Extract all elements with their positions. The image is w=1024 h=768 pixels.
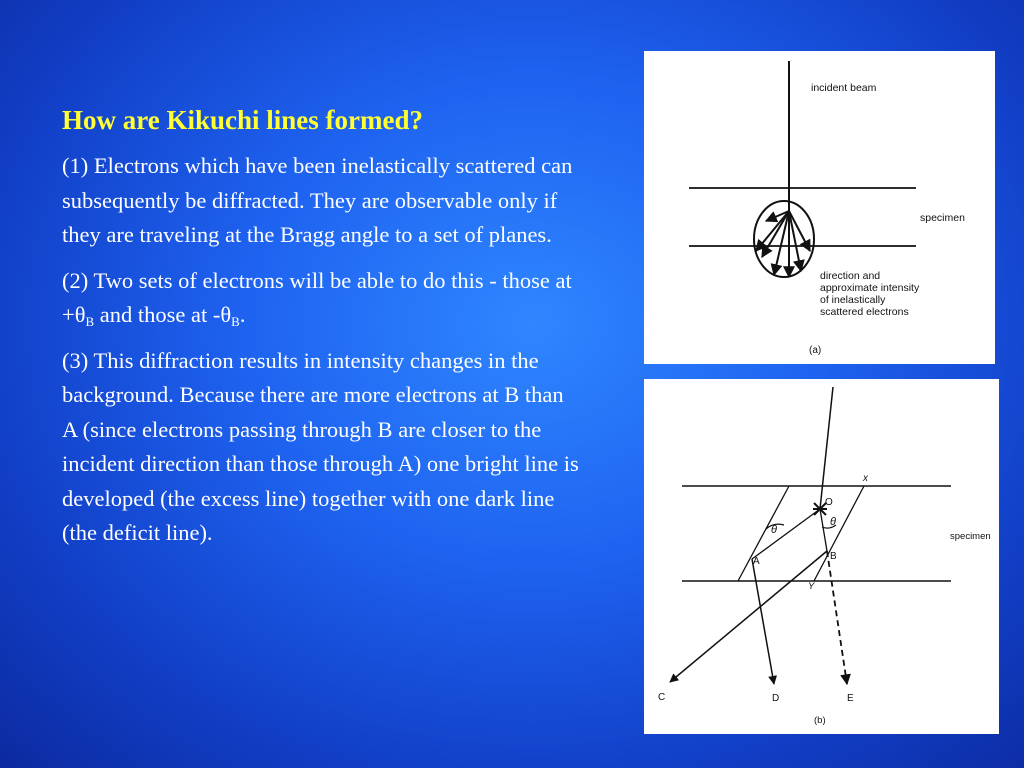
- intensity-note-4: scattered electrons: [820, 306, 909, 318]
- figure-b-diagram: [644, 379, 999, 734]
- figure-a-caption: (a): [809, 345, 822, 356]
- figure-a-diagram: [644, 51, 995, 364]
- theta-sub-1: B: [85, 314, 95, 329]
- label-y: Y: [808, 581, 815, 592]
- ray-c: [670, 551, 827, 682]
- intensity-note-3: of inelastically: [820, 294, 886, 306]
- intensity-note-1: direction and: [820, 270, 881, 282]
- figure-b-caption: (b): [814, 715, 826, 726]
- paragraph-2-prefix: (2) Two sets of electrons will be able to do this - those at +θ: [62, 267, 572, 327]
- paragraph-2-suffix: .: [239, 302, 246, 327]
- label-theta-2: θ: [830, 516, 836, 528]
- specimen-label-a: specimen: [920, 212, 965, 224]
- label-d: D: [772, 693, 780, 704]
- paragraph-2-middle: and those at -θ: [94, 302, 232, 327]
- label-a: A: [753, 556, 760, 567]
- incident-beam-label: incident beam: [811, 82, 877, 94]
- ray-o-to-a: [752, 509, 820, 559]
- incident-ray: [820, 387, 833, 509]
- ray-o-to-b: [820, 509, 827, 551]
- label-e: E: [847, 693, 854, 704]
- label-theta-1: θ: [771, 524, 777, 536]
- label-x: x: [863, 473, 868, 484]
- plane-left: [738, 486, 789, 581]
- label-b: B: [830, 551, 837, 562]
- figure-a: [644, 51, 995, 364]
- paragraph-1: (1) Electrons which have been inelastically scattered can subsequently be diffracted. They are observable only if they are traveling at the Bragg angle to a set of planes.: [62, 153, 573, 247]
- label-c: C: [658, 692, 666, 703]
- slide-title: How are Kikuchi lines formed?: [62, 105, 423, 135]
- paragraph-3: (3) This diffraction results in intensity changes in the background. Because there are more electrons at B than A (since electrons passing through B are closer to the incident direction than those through A) one bright line is developed (the excess line) together with one dark line (the deficit line).: [62, 347, 579, 545]
- ray-e: [827, 551, 847, 684]
- paragraph-2: [62, 264, 582, 333]
- figure-b: [644, 379, 999, 734]
- label-o: O: [825, 497, 833, 508]
- theta-sub-2: B: [231, 314, 240, 329]
- intensity-note-2: approximate intensity: [820, 282, 920, 294]
- slide-text: [62, 104, 582, 562]
- ray-d: [752, 559, 774, 684]
- specimen-label-b: specimen: [950, 531, 991, 542]
